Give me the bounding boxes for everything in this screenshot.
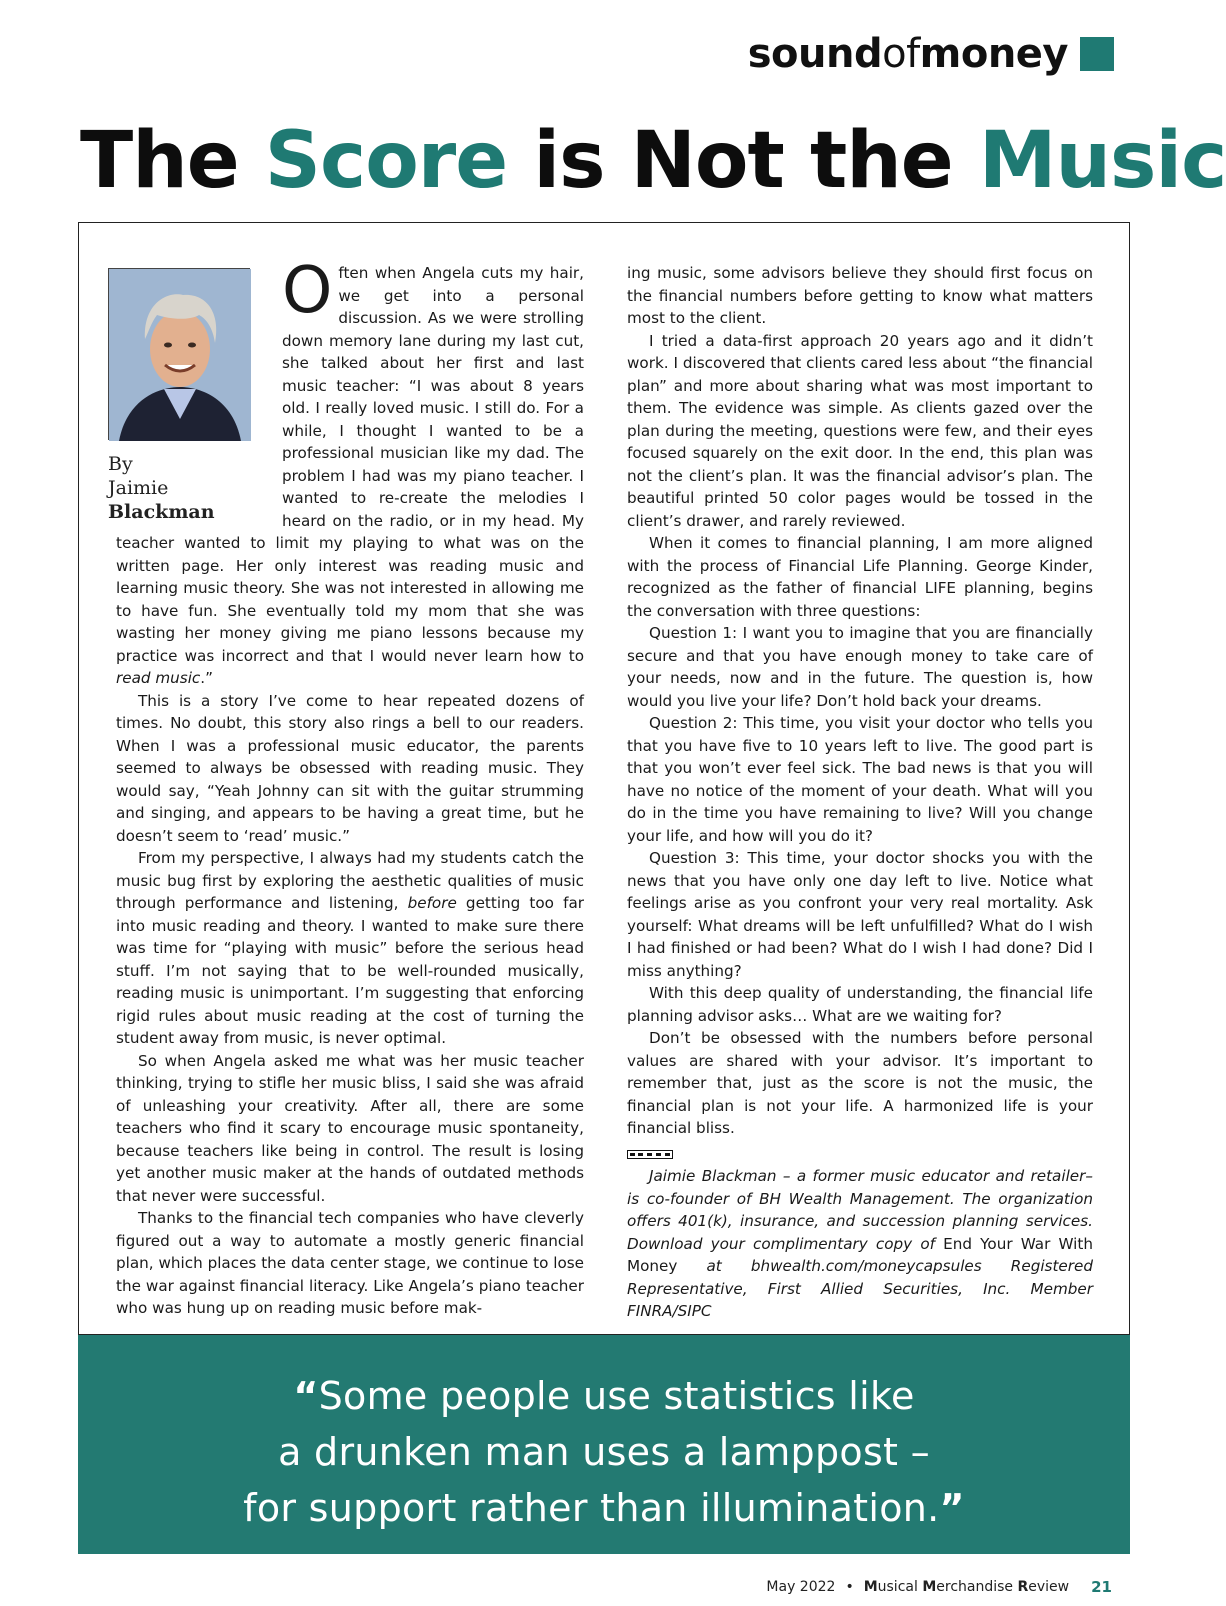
paragraph: Question 2: This time, you visit your doctor who tells you that you have five to 10 years left to live. The good part is that you won’t ever feel sick. The bad news is that you will have no notice of the moment of your death. What will you do in the time you have remaining to live? Will you change your life, and how will you do it?: [627, 714, 1093, 845]
byline-first-name: Jaimie: [108, 477, 169, 499]
paragraph: Question 3: This time, your doctor shocks you with the news that you have only one day left to live. Notice what feelings arise as you confront your very real mortality. Ask yourself: What dreams will be left unfulfilled? What do I wish I had finished or had been? What do I wish I had done? Did I miss anything?: [627, 849, 1093, 980]
footer-separator: •: [845, 1579, 854, 1595]
paragraph: Question 1: I want you to imagine that you are financially secure and that you have enough money to take care of your needs, now and in the future. The question is, how would you live your life? Don’t hold back your dreams.: [627, 624, 1093, 710]
paragraph: With this deep quality of understanding, the financial life planning advisor asks… What are we waiting for?: [627, 984, 1093, 1025]
drop-cap: O: [282, 254, 333, 328]
author-box: [108, 262, 274, 532]
paragraph: When it comes to financial planning, I am more aligned with the process of Financial Life Planning. George Kinder, recognized as the father of financial LIFE planning, begins the conversation with three questions:: [627, 534, 1093, 620]
publication-name: Musical Merchandise Review: [863, 1579, 1070, 1595]
article-column-right: [627, 262, 1093, 1323]
paragraph: This is a story I’ve come to hear repeated dozens of times. No doubt, this story also rings a bell to our readers. When I was a professional music educator, the parents seemed to always be obsessed with reading music. They would say, “Yeah Johnny can sit with the guitar strumming and singing, and appears to be having a great time, but he doesn’t seem to ‘read’ music.”: [116, 691, 584, 845]
paragraph: So when Angela asked me what was her music teacher thinking, trying to stifle her music bliss, I said she was afraid of unleashing your creativity. After all, there are some teachers who find it scary to encourage music spontaneity, because teachers like being in control. The result is losing yet another music maker at the hands of outdated methods that never were successful.: [116, 1051, 584, 1205]
close-quote-mark: ”: [939, 1486, 965, 1530]
pullquote-line-2: a drunken man uses a lamppost –: [278, 1430, 930, 1474]
page-number: 21: [1091, 1578, 1112, 1596]
pullquote-line-3: for support rather than illumination.”: [243, 1486, 965, 1530]
byline-by: By: [108, 453, 133, 475]
paragraph: From my perspective, I always had my students catch the music bug first by exploring the aesthetic qualities of music through performance and listening, before getting too far into music reading and theory. I wanted to make sure there was time for “playing with music” before the serious head stuff. I’m not saying that to be well-rounded musically, reading music is unimportant. I’m suggesting that enforcing rigid rules about music reading at the cost of turning the student away from music, is never optimal.: [116, 849, 584, 1047]
pullquote: [78, 1368, 1130, 1536]
paragraph: ing music, some advisors believe they should first focus on the financial numbers before getting to know what matters most to the client.: [627, 264, 1093, 327]
page-footer: [766, 1578, 1112, 1596]
article-column-left: [108, 254, 584, 1320]
section-title: soundofmoney: [747, 31, 1068, 77]
author-photo: [108, 268, 250, 440]
pullquote-line-1: “Some people use statistics like: [293, 1374, 915, 1418]
issue-date: May 2022: [766, 1579, 836, 1595]
paragraph: Don’t be obsessed with the numbers before personal values are shared with your advisor. It’s important to remember that, just as the score is not the music, the financial plan is not your life. A harmonized life is your financial bliss.: [627, 1029, 1093, 1137]
author-portrait-icon: [109, 269, 251, 441]
open-quote-mark: “: [293, 1374, 319, 1418]
paragraph: Often when Angela cuts my hair, we get into a personal discussion. As we were strolling down memory lane during my last cut, she talked about her first and last music teacher: “I was about 8 years old. I really loved music. I still do. For a while, I thought I wanted to be a professional musician like my dad. The problem I had was my piano teacher. I wanted to re-create the melodies I heard on the radio, or in my head. My teacher wanted to limit my playing to what was on the written page. Her only interest was reading music and learning music theory. She was not interested in allowing me to have fun. She eventually told my mom that she was wasting her money giving me piano lessons because my practice was incorrect and that I would never learn how to read music.”: [116, 254, 584, 687]
section-tag: [747, 31, 1114, 77]
byline-last-name: Blackman: [108, 501, 215, 523]
paragraph: Thanks to the financial tech companies who have cleverly figured out a way to automate a mostly generic financial plan, which places the data center stage, we continue to lose the war against financial literacy. Like Angela’s piano teacher who was hung up on reading music before mak-: [116, 1209, 584, 1317]
paragraph: I tried a data-first approach 20 years ago and it didn’t work. I discovered that clients cared less about “the financial plan” and more about sharing what was most important to them. The evidence was simple. As clients gazed over the plan during the meeting, questions were few, and their eyes focused squarely on the exit door. In the end, this plan was not the client’s plan. It was the financial advisor’s plan. The beautiful printed 50 color pages would be tossed in the client’s drawer, and rarely reviewed.: [627, 331, 1093, 530]
author-bio: Jaimie Blackman – a former music educator and retailer– is co-founder of BH Wealth Management. The organization offers 401(k), insurance, and succession planning services. Download your complimentary copy of End Your War With Money at bhwealth.com/moneycapsules Registered Representative, First Allied Securities, Inc. Member FINRA/SIPC: [627, 1167, 1093, 1320]
author-byline: [108, 452, 215, 524]
article-headline: The Score is Not the Music: [80, 116, 1226, 206]
section-square-icon: [1080, 37, 1114, 71]
end-mark-icon: [627, 1150, 673, 1159]
